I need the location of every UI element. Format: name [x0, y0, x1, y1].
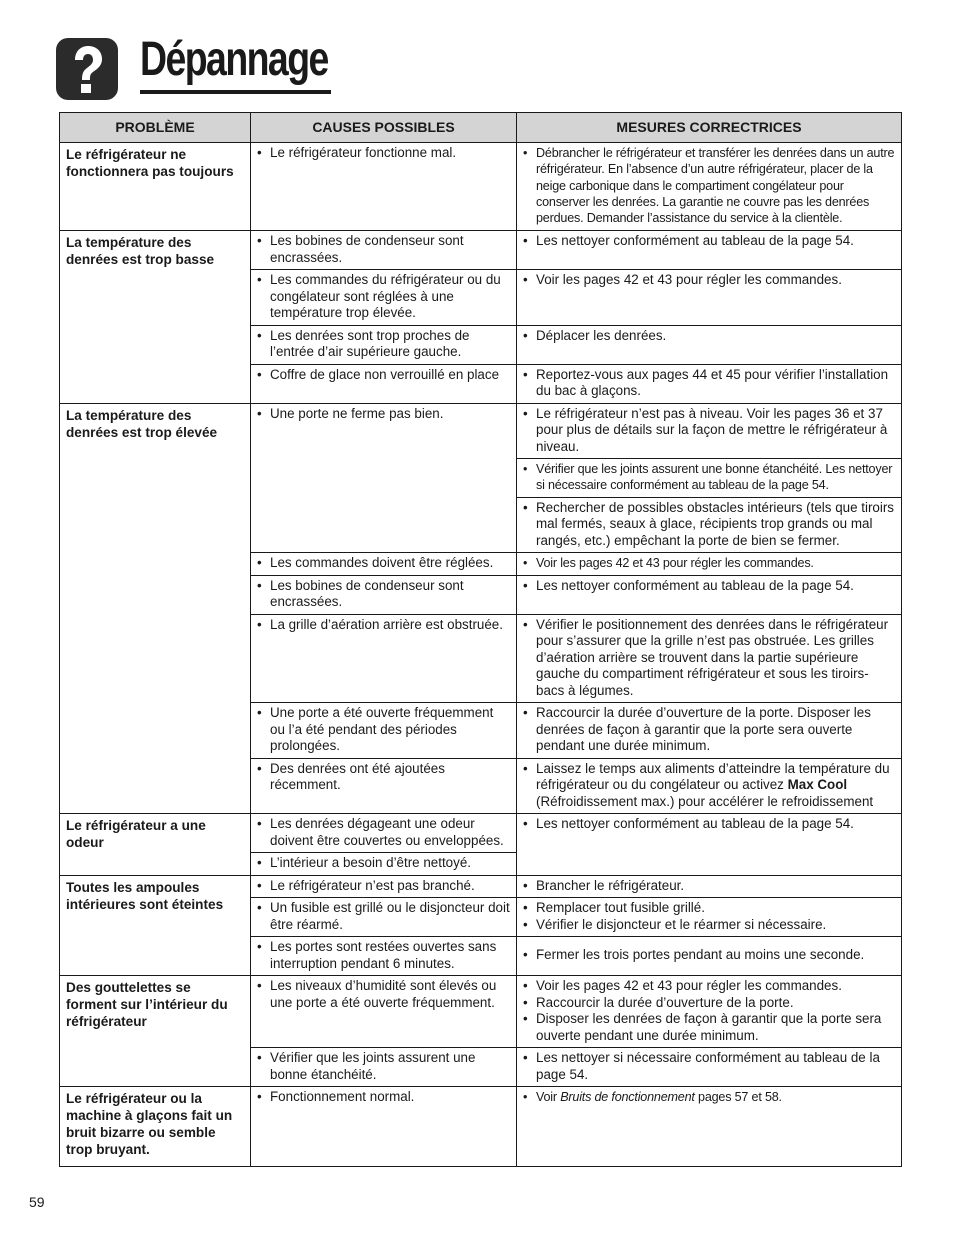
cause-text: • Un fusible est grillé ou le disjoncteur doit être réarmé.: [270, 900, 510, 933]
problem-cell: Des gouttelettes se forment sur l’intérieur du réfrigérateur: [60, 976, 251, 1087]
fix-text: • Déplacer les denrées.: [536, 328, 895, 345]
cause-cell: [251, 614, 517, 703]
fix-text: • Vérifier le positionnement des denrées dans le réfrigérateur pour s’assurer que la grille n’est pas obstruée. Les grilles d’aération arrière se trouvent dans la partie supérieure gauche du compartiment réfrigérateur et sous les tiroirs-bacs à légumes.: [536, 617, 895, 700]
fix-cell: [517, 758, 902, 814]
cause-cell: [251, 553, 517, 576]
fix-cell: [517, 875, 902, 898]
fix-text: • Vérifier que les joints assurent une bonne étanchéité. Les nettoyer si nécessaire conformément au tableau de la page 54.: [536, 461, 895, 494]
fix-cell: [517, 143, 902, 231]
fix-cell: [517, 976, 902, 1048]
fix-text: • Les nettoyer conformément au tableau de la page 54.: [536, 816, 895, 833]
fix-text-part: pages 57 et 58.: [694, 1090, 782, 1105]
fix-text-part: Laissez le temps aux aliments d’atteindre la température du réfrigérateur ou du congélateur ou activez: [536, 760, 890, 793]
cause-text: • Les portes sont restées ouvertes sans interruption pendant 6 minutes.: [270, 939, 510, 972]
fix-cell: [517, 497, 902, 553]
cause-text: • Les niveaux d’humidité sont élevés ou une porte a été ouverte fréquemment.: [270, 978, 510, 1011]
fix-text: • Voir les pages 42 et 43 pour régler les commandes.: [536, 555, 895, 571]
title-underline: [140, 90, 331, 94]
cause-cell: [251, 270, 517, 326]
cause-cell: [251, 853, 517, 876]
cause-text: • Fonctionnement normal.: [270, 1089, 510, 1106]
fix-text: • Les nettoyer conformément au tableau de la page 54.: [536, 233, 895, 250]
cause-text: • Les denrées sont trop proches de l’entrée d’air supérieure gauche.: [270, 328, 510, 361]
cause-cell: [251, 143, 517, 231]
header-problem: PROBLÈME: [60, 113, 251, 143]
cause-cell: [251, 364, 517, 403]
cause-cell: [251, 976, 517, 1048]
fix-text: • Le réfrigérateur n’est pas à niveau. Voir les pages 36 et 37 pour plus de détails sur la façon de mettre le réfrigérateur à niveau.: [536, 406, 895, 456]
fix-text: • Débrancher le réfrigérateur et transférer les denrées dans un autre réfrigérateur. En l’absence d’un autre réfrigérateur, placer de la neige carbonique dans le compartiment congélateur pour conserver les denrées. La garantie ne couvre pas les denrées perdues. Demander l’assistance du service à la clientèle.: [536, 145, 895, 226]
cause-text: • Les bobines de condenseur sont encrassées.: [270, 578, 510, 611]
fix-cell: [517, 325, 902, 364]
fix-text-part: Voir: [536, 1090, 561, 1105]
fix-cell: [517, 614, 902, 703]
fix-cell: [517, 459, 902, 498]
cause-text: • Des denrées ont été ajoutées récemment.: [270, 761, 510, 794]
cause-cell: [251, 703, 517, 759]
fix-cell: [517, 231, 902, 270]
fix-text: • Voir les pages 42 et 43 pour régler les commandes.: [536, 272, 895, 289]
problem-cell: Toutes les ampoules intérieures sont éteintes: [60, 875, 251, 976]
fix-text: [536, 761, 895, 811]
table-row: [60, 976, 902, 1048]
cause-text: • La grille d’aération arrière est obstruée.: [270, 617, 510, 634]
cause-cell: [251, 325, 517, 364]
cause-cell: [251, 758, 517, 814]
cause-text: • Les denrées dégageant une odeur doivent être couvertes ou enveloppées.: [270, 816, 510, 849]
max-cool-label: Max Cool: [787, 777, 848, 793]
fix-text: • Les nettoyer conformément au tableau de la page 54.: [536, 578, 895, 595]
problem-cell: Le réfrigérateur ou la machine à glaçons fait un bruit bizarre ou semble trop bruyant.: [60, 1087, 251, 1167]
cause-text: • Vérifier que les joints assurent une bonne étanchéité.: [270, 1050, 510, 1083]
cause-text: • Une porte a été ouverte fréquemment ou l’a été pendant des périodes prolongées.: [270, 705, 510, 755]
fix-cell: [517, 898, 902, 937]
cause-cell: [251, 575, 517, 614]
cause-cell: [251, 898, 517, 937]
fix-text: • Raccourcir la durée d’ouverture de la porte. Disposer les denrées de façon à garantir que la porte sera ouverte pendant une durée minimum.: [536, 705, 895, 755]
problem-cell: Le réfrigérateur ne fonctionnera pas toujours: [60, 143, 251, 231]
fix-text-part: (Réfroidissement max.) pour accélérer le refroidissement: [536, 793, 874, 809]
cause-text: • Les commandes doivent être réglées.: [270, 555, 510, 572]
cause-text: • Une porte ne ferme pas bien.: [270, 406, 510, 423]
problem-cell: Le réfrigérateur a une odeur: [60, 814, 251, 876]
fix-cell: [517, 1048, 902, 1087]
cause-text: • Le réfrigérateur n’est pas branché.: [270, 878, 510, 895]
cause-text: • L’intérieur a besoin d’être nettoyé.: [270, 855, 510, 872]
page-number: 59: [29, 1194, 45, 1210]
cause-cell: [251, 403, 517, 553]
table-row: [60, 1087, 902, 1167]
cause-text: • Les commandes du réfrigérateur ou du congélateur sont réglées à une température trop élevée.: [270, 272, 510, 322]
cause-cell: [251, 875, 517, 898]
troubleshooting-table: [59, 112, 902, 1167]
header-causes: CAUSES POSSIBLES: [251, 113, 517, 143]
question-mark-icon: [56, 38, 118, 100]
fix-text: • Rechercher de possibles obstacles intérieurs (tels que tiroirs mal fermés, seaux à glace, récipients trop grands ou mal rangés, etc.) empêchant la porte de bien se fermer.: [536, 500, 895, 550]
fix-cell: [517, 403, 902, 459]
fix-text: • Vérifier le disjoncteur et le réarmer si nécessaire.: [536, 917, 895, 934]
fix-text: • Fermer les trois portes pendant au moins une seconde.: [536, 947, 895, 964]
fix-cell: [517, 814, 902, 876]
fix-cell: [517, 1087, 902, 1167]
fix-text: • Disposer les denrées de façon à garantir que la porte sera ouverte pendant une durée minimum.: [536, 1011, 895, 1044]
table-row: [60, 403, 902, 459]
cause-text: • Les bobines de condenseur sont encrassées.: [270, 233, 510, 266]
fix-text: [536, 1089, 895, 1105]
fix-cell: [517, 553, 902, 576]
page-title: Dépannage: [140, 33, 328, 86]
fix-cell: [517, 703, 902, 759]
fix-cell: [517, 364, 902, 403]
table-row: [60, 814, 902, 853]
cause-cell: [251, 937, 517, 976]
table-row: [60, 875, 902, 898]
fix-text: • Les nettoyer si nécessaire conformément au tableau de la page 54.: [536, 1050, 895, 1083]
problem-cell: La température des denrées est trop basse: [60, 231, 251, 404]
fix-text: • Raccourcir la durée d’ouverture de la porte.: [536, 995, 895, 1012]
table-header-row: [60, 113, 902, 143]
cause-cell: [251, 814, 517, 853]
noise-reference: Bruits de fonctionnement: [560, 1090, 695, 1105]
fix-cell: [517, 575, 902, 614]
fix-text: • Reportez-vous aux pages 44 et 45 pour vérifier l’installation du bac à glaçons.: [536, 367, 895, 400]
cause-text: • Le réfrigérateur fonctionne mal.: [270, 145, 510, 162]
cause-cell: [251, 231, 517, 270]
cause-cell: [251, 1087, 517, 1167]
cause-cell: [251, 1048, 517, 1087]
fix-text: • Brancher le réfrigérateur.: [536, 878, 895, 895]
fix-text: • Remplacer tout fusible grillé.: [536, 900, 895, 917]
header-measures: MESURES CORRECTRICES: [517, 113, 902, 143]
problem-cell: La température des denrées est trop élevée: [60, 403, 251, 814]
table-row: [60, 231, 902, 270]
fix-cell: [517, 270, 902, 326]
table-row: [60, 143, 902, 231]
fix-text: • Voir les pages 42 et 43 pour régler les commandes.: [536, 978, 895, 995]
fix-cell: [517, 937, 902, 976]
cause-text: • Coffre de glace non verrouillé en place: [270, 367, 510, 384]
